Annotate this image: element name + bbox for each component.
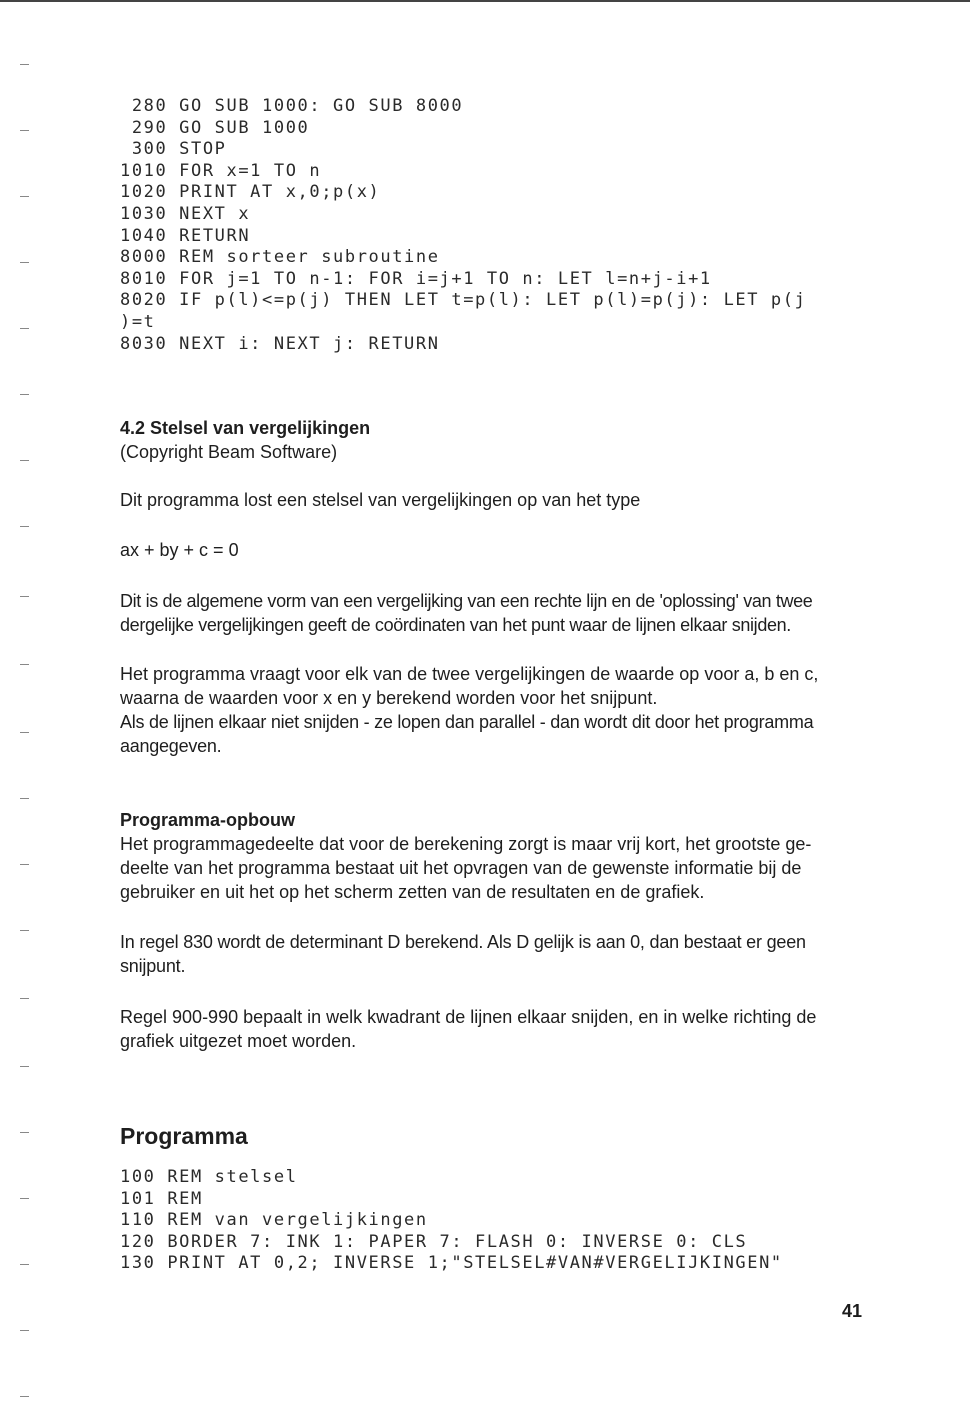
formula-text: ax + by + c = 0 [120, 540, 239, 560]
section-heading [120, 416, 865, 464]
subsection-heading [120, 808, 865, 832]
code-line: 100 REM stelsel [120, 1167, 298, 1187]
code-listing-sort [120, 96, 806, 355]
programma-title: Programma [120, 1123, 248, 1149]
input-paragraph [120, 662, 865, 710]
code-line: 8000 REM sorteer subroutine [120, 247, 440, 268]
section-title: 4.2 Stelsel van vergelijkingen [120, 418, 371, 438]
code-line: 1030 NEXT x [120, 203, 251, 224]
programma-heading [120, 1121, 865, 1151]
code-line: 1010 FOR x=1 TO n [120, 160, 322, 181]
input-line: Het programma vraagt voor elk van de twee vergelijkingen de waarde op voor a, b en c, [120, 664, 819, 684]
code-listing-stelsel [120, 1167, 783, 1275]
determinant-line: In regel 830 wordt de determinant D berekend. Als D gelijk is aan 0, dan bestaat er geen [120, 932, 806, 952]
margin-ticks [20, 0, 34, 1421]
copyright-line: (Copyright Beam Software) [120, 442, 338, 462]
opbouw-line: Het programmagedeelte dat voor de berekening zorgt is maar vrij kort, het grootste ge- [120, 834, 812, 854]
quadrant-paragraph [120, 1005, 865, 1053]
definition-line: dergelijke vergelijkingen geeft de coördinaten van het punt waar de lijnen elkaar snijden. [120, 615, 791, 635]
opbouw-line: gebruiker en uit het op het scherm zetten van de resultaten en de grafiek. [120, 882, 705, 902]
code-line: 290 GO SUB 1000 [120, 117, 310, 138]
input-line: waarna de waarden voor x en y berekend worden voor het snijpunt. [120, 688, 658, 708]
determinant-line: snijpunt. [120, 956, 186, 976]
opbouw-line: deelte van het programma bestaat uit het opvragen van de gewenste informatie bij de [120, 858, 802, 878]
code-line: 1040 RETURN [120, 225, 251, 246]
parallel-line: aangegeven. [120, 736, 222, 756]
code-line: 130 PRINT AT 0,2; INVERSE 1;"STELSEL#VAN#VERGELIJKINGEN" [120, 1253, 783, 1274]
intro-text: Dit programma lost een stelsel van vergelijkingen op van het type [120, 490, 641, 510]
intro-paragraph [120, 488, 865, 512]
parallel-paragraph [120, 710, 865, 758]
code-line: )=t [120, 311, 156, 332]
quadrant-line: Regel 900-990 bepaalt in welk kwadrant de lijnen elkaar snijden, en in welke richting de [120, 1007, 817, 1027]
subsection-title: Programma-opbouw [120, 810, 296, 830]
parallel-line: Als de lijnen elkaar niet snijden - ze lopen dan parallel - dan wordt dit door het programma [120, 712, 814, 732]
code-line: 120 BORDER 7: INK 1: PAPER 7: FLASH 0: INVERSE 0: CLS [120, 1231, 748, 1252]
code-line: 101 REM [120, 1188, 203, 1209]
top-rule [0, 0, 970, 2]
code-line: 1020 PRINT AT x,0;p(x) [120, 182, 381, 203]
code-line: 300 STOP [120, 139, 227, 160]
code-line: 280 GO SUB 1000: GO SUB 8000 [120, 96, 464, 116]
determinant-paragraph [120, 930, 865, 978]
formula-paragraph [120, 538, 865, 562]
code-line: 110 REM van vergelijkingen [120, 1210, 428, 1231]
page-number: 41 [842, 1301, 863, 1321]
definition-paragraph [120, 589, 865, 637]
code-line: 8010 FOR j=1 TO n-1: FOR i=j+1 TO n: LET l=n+j-i+1 [120, 268, 712, 289]
opbouw-paragraph [120, 832, 865, 904]
quadrant-line: grafiek uitgezet moet worden. [120, 1031, 357, 1051]
code-line: 8020 IF p(l)<=p(j) THEN LET t=p(l): LET p(l)=p(j): LET p(j [120, 290, 807, 311]
code-line: 8030 NEXT i: NEXT j: RETURN [120, 333, 440, 354]
definition-line: Dit is de algemene vorm van een vergelijking van een rechte lijn en de 'oplossing' van twee [120, 591, 813, 611]
